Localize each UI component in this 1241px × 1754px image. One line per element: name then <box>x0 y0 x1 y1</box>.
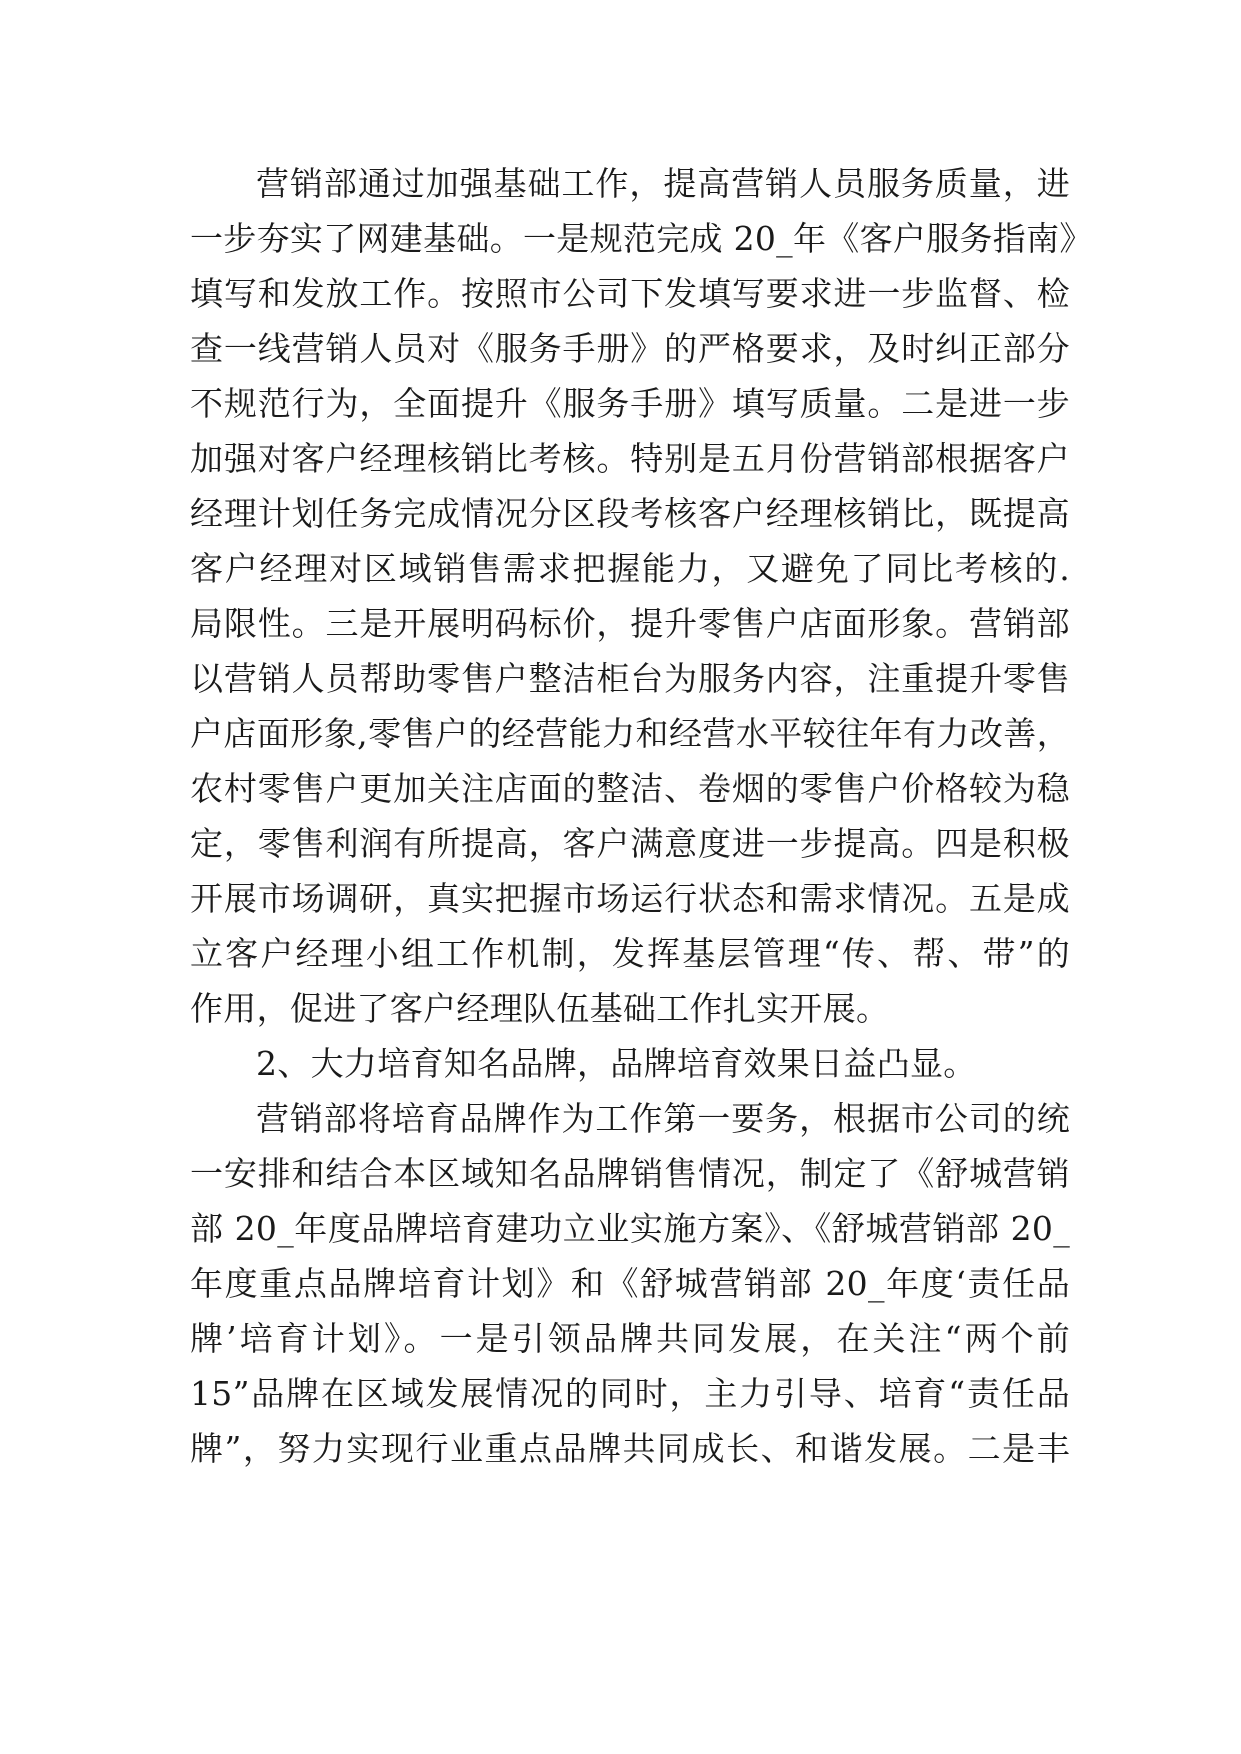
section-heading: 2、大力培育知名品牌，品牌培育效果日益凸显。 <box>256 1044 977 1083</box>
paragraph-1-line-16: 作用，促进了客户经理队伍基础工作扎实开展。 <box>190 989 890 1028</box>
paragraph-1-line-4: 查一线营销人员对《服务手册》的严格要求，及时纠正部分 <box>190 329 1070 368</box>
paragraph-1-line-3: 填写和发放工作。按照市公司下发填写要求进一步监督、检 <box>190 274 1070 313</box>
paragraph-1-line-1: 营销部通过加强基础工作，提高营销人员服务质量，进 <box>256 164 1070 203</box>
paragraph-2-line-3: 部 20_年度品牌培育建功立业实施方案》、《舒城营销部 20_ <box>190 1209 1070 1248</box>
paragraph-2-line-7: 牌”，努力实现行业重点品牌共同成长、和谐发展。二是丰 <box>190 1429 1070 1468</box>
paragraph-2-line-5: 牌’培育计划》。一是引领品牌共同发展，在关注“两个前 <box>190 1319 1070 1358</box>
paragraph-1-line-2: 一步夯实了网建基础。一是规范完成 20_年《客户服务指南》 <box>190 219 1093 258</box>
paragraph-1-line-10: 以营销人员帮助零售户整洁柜台为服务内容，注重提升零售 <box>190 659 1070 698</box>
paragraph-1-line-5: 不规范行为，全面提升《服务手册》填写质量。二是进一步 <box>190 384 1070 423</box>
paragraph-1-line-11: 户店面形象,零售户的经营能力和经营水平较往年有力改善， <box>190 714 1070 753</box>
paragraph-1-line-12: 农村零售户更加关注店面的整洁、卷烟的零售户价格较为稳 <box>190 769 1070 808</box>
paragraph-1-line-15: 立客户经理小组工作机制，发挥基层管理“传、帮、带”的 <box>190 934 1070 973</box>
paragraph-2-line-4: 年度重点品牌培育计划》和《舒城营销部 20_年度‘责任品 <box>190 1264 1070 1303</box>
paragraph-1-line-7: 经理计划任务完成情况分区段考核客户经理核销比，既提高 <box>190 494 1070 533</box>
paragraph-2-line-1: 营销部将培育品牌作为工作第一要务，根据市公司的统 <box>256 1099 1070 1138</box>
paragraph-1-line-14: 开展市场调研，真实把握市场运行状态和需求情况。五是成 <box>190 879 1070 918</box>
paragraph-1-line-9: 局限性。三是开展明码标价，提升零售户店面形象。营销部 <box>190 604 1070 643</box>
paragraph-1-line-13: 定，零售利润有所提高，客户满意度进一步提高。四是积极 <box>190 824 1070 863</box>
paragraph-2-line-6: 15”品牌在区域发展情况的同时，主力引导、培育“责任品 <box>190 1374 1070 1413</box>
paragraph-1-line-8: 客户经理对区域销售需求把握能力，又避免了同比考核的. <box>190 549 1070 588</box>
paragraph-1-line-6: 加强对客户经理核销比考核。特别是五月份营销部根据客户 <box>190 439 1070 478</box>
paragraph-2-line-2: 一安排和结合本区域知名品牌销售情况，制定了《舒城营销 <box>190 1154 1070 1193</box>
